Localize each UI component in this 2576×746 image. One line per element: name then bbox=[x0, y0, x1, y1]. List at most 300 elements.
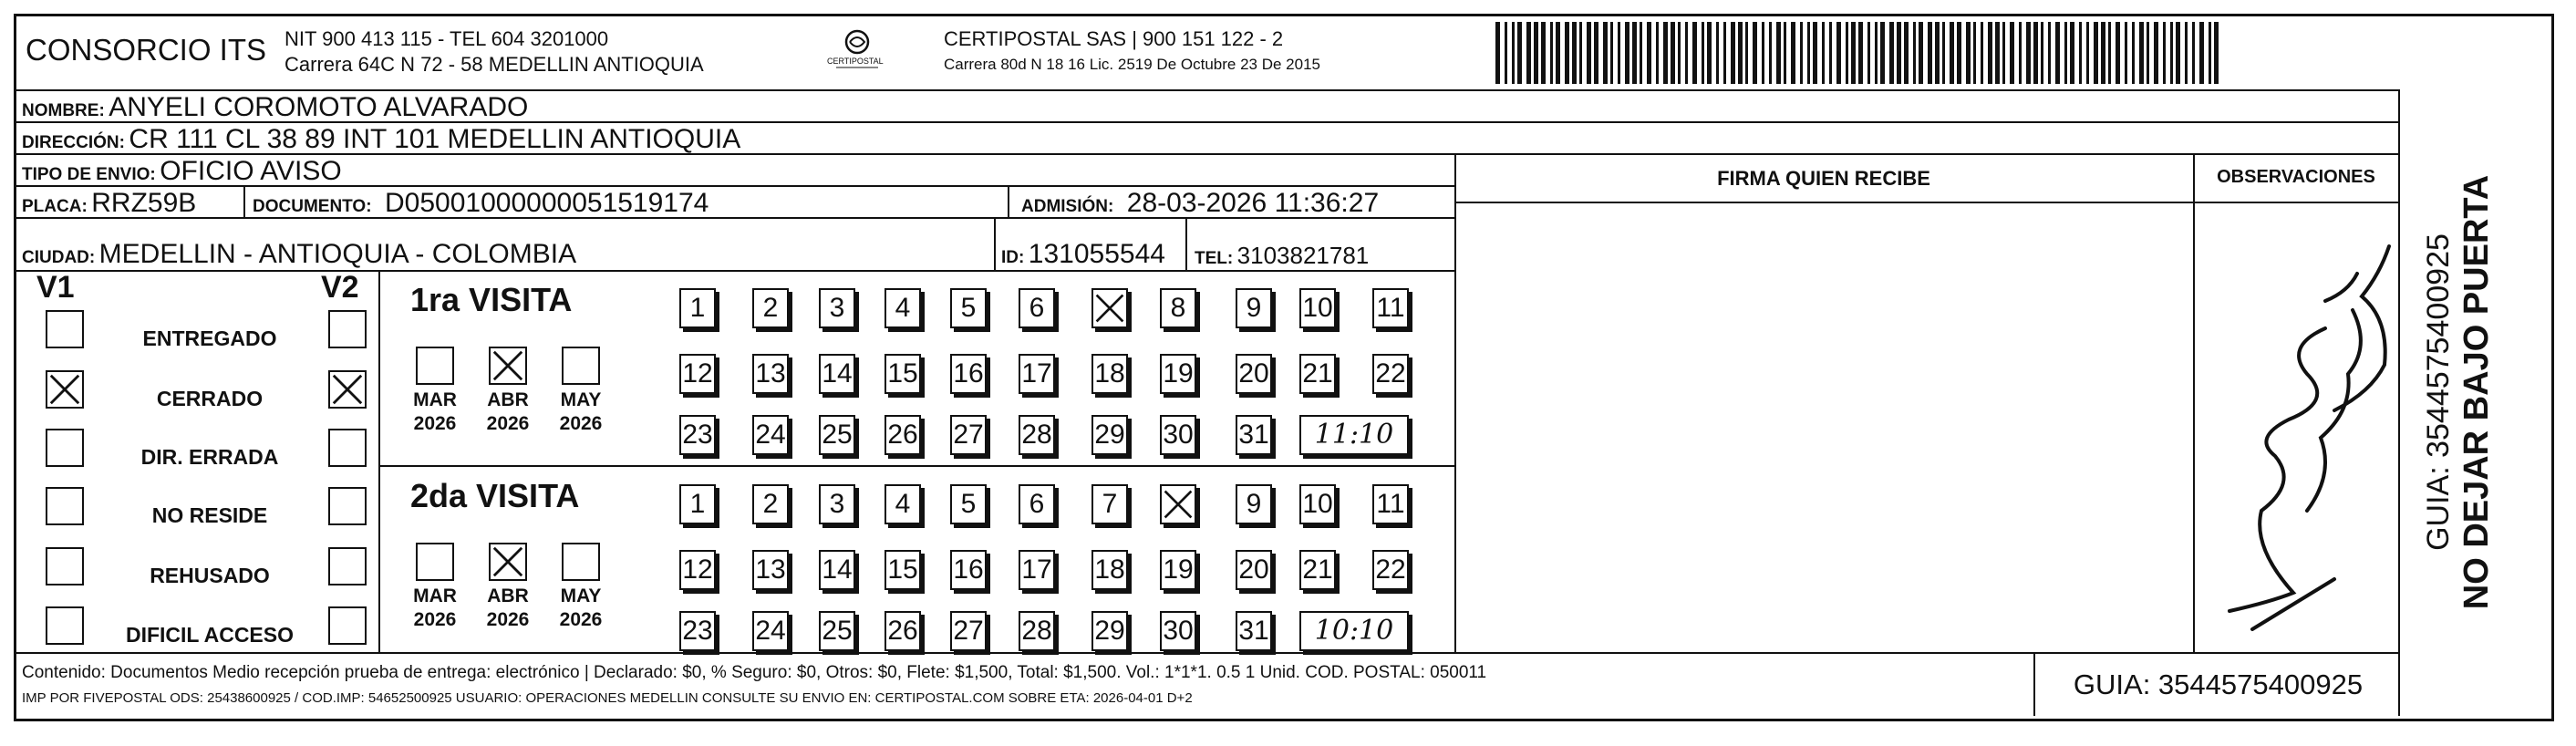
day-box[interactable] bbox=[1236, 484, 1272, 524]
month-name: ABR bbox=[487, 389, 529, 410]
day-box[interactable] bbox=[1091, 415, 1128, 455]
month-label bbox=[403, 585, 467, 632]
day-number: 24 bbox=[755, 616, 786, 646]
day-number: 26 bbox=[887, 420, 918, 450]
day-number: 27 bbox=[953, 420, 984, 450]
day-box[interactable] bbox=[885, 288, 921, 328]
barcode-bar bbox=[1851, 22, 1856, 84]
day-number: 11 bbox=[1376, 293, 1405, 323]
month-checkbox[interactable] bbox=[489, 543, 527, 581]
day-number: 4 bbox=[895, 293, 911, 323]
barcode-bar bbox=[2116, 22, 2120, 84]
day-number: 3 bbox=[829, 489, 845, 519]
barcode-bar bbox=[1950, 22, 1954, 84]
barcode-bar bbox=[1603, 22, 1608, 84]
barcode-bar bbox=[1716, 22, 1719, 84]
day-number: 1 bbox=[689, 293, 706, 323]
barcode-bar bbox=[1813, 22, 1817, 84]
v1-checkbox[interactable] bbox=[46, 429, 84, 467]
month-name: MAR bbox=[413, 585, 457, 606]
day-number: 28 bbox=[1021, 616, 1052, 646]
day-box[interactable] bbox=[1236, 415, 1272, 455]
day-number: 21 bbox=[1302, 358, 1333, 389]
barcode-bar bbox=[1565, 22, 1569, 84]
day-number: 20 bbox=[1238, 358, 1269, 389]
documento-label: DOCUMENTO: bbox=[253, 197, 372, 216]
barcode-bar bbox=[2086, 22, 2089, 84]
tipo-envio-row bbox=[22, 156, 342, 187]
barcode-bar bbox=[1541, 22, 1546, 84]
barcode-bar bbox=[2139, 22, 2144, 84]
day-number: 26 bbox=[887, 616, 918, 646]
barcode-bar bbox=[2079, 22, 2082, 84]
courier-name: CERTIPOSTAL SAS | 900 151 122 - 2 bbox=[944, 27, 1284, 50]
placa-label: PLACA: bbox=[22, 197, 88, 216]
day-box[interactable] bbox=[1160, 288, 1196, 328]
company-nit: NIT 900 413 115 - TEL 604 3201000 bbox=[284, 27, 609, 50]
day-box[interactable] bbox=[885, 354, 921, 394]
v2-checkbox[interactable] bbox=[328, 547, 367, 585]
day-number: 4 bbox=[895, 489, 911, 519]
day-box[interactable] bbox=[819, 550, 855, 590]
day-number: 22 bbox=[1375, 554, 1406, 585]
barcode-bar bbox=[2170, 22, 2173, 84]
barcode-bar bbox=[2209, 22, 2211, 84]
barcode-bar bbox=[1784, 22, 1786, 84]
day-number: 24 bbox=[755, 420, 786, 450]
status-label: REHUSADO bbox=[150, 564, 270, 587]
barcode-bar bbox=[2185, 22, 2188, 84]
day-number: 6 bbox=[1029, 293, 1045, 323]
day-box[interactable] bbox=[1236, 288, 1272, 328]
day-box[interactable] bbox=[950, 484, 987, 524]
day-box[interactable] bbox=[752, 550, 789, 590]
month-checkbox[interactable] bbox=[562, 543, 600, 581]
barcode-bar bbox=[1769, 22, 1772, 84]
day-box[interactable] bbox=[1160, 550, 1196, 590]
barcode-bar bbox=[1625, 22, 1629, 84]
visit-time-box[interactable]: 11:10 bbox=[1299, 415, 1409, 455]
barcode-bar bbox=[1995, 22, 2000, 84]
barcode-bar bbox=[2199, 22, 2204, 84]
barcode-bar bbox=[1512, 22, 1515, 84]
barcode-bar bbox=[1858, 22, 1863, 84]
day-box[interactable] bbox=[1160, 611, 1196, 651]
day-number: 5 bbox=[960, 489, 977, 519]
barcode-bar bbox=[1791, 22, 1795, 84]
v2-checkbox[interactable] bbox=[328, 429, 367, 467]
month-name: ABR bbox=[487, 585, 529, 606]
barcode-bar bbox=[1981, 22, 1983, 84]
day-box[interactable] bbox=[1019, 288, 1055, 328]
v2-checkbox[interactable] bbox=[328, 310, 367, 348]
barcode-bar bbox=[1897, 22, 1901, 84]
day-number: 2 bbox=[762, 293, 779, 323]
day-box[interactable] bbox=[1299, 288, 1336, 328]
day-box[interactable] bbox=[1091, 484, 1128, 524]
admision-row bbox=[1021, 188, 1379, 219]
id-value: 131055544 bbox=[1028, 239, 1165, 269]
v1-label: V1 bbox=[36, 270, 75, 305]
month-name: MAY bbox=[560, 585, 602, 606]
day-number: 18 bbox=[1094, 358, 1125, 389]
day-box[interactable] bbox=[1019, 550, 1055, 590]
barcode-bar bbox=[1663, 22, 1668, 84]
v1-checkbox[interactable] bbox=[46, 547, 84, 585]
day-number: 10 bbox=[1302, 293, 1333, 323]
day-box[interactable] bbox=[1236, 354, 1272, 394]
day-box[interactable] bbox=[819, 611, 855, 651]
day-box[interactable] bbox=[1372, 288, 1409, 328]
day-box[interactable] bbox=[679, 550, 716, 590]
day-box[interactable] bbox=[752, 484, 789, 524]
day-number: 2 bbox=[762, 489, 779, 519]
day-number: 3 bbox=[829, 293, 845, 323]
day-number: 29 bbox=[1094, 420, 1125, 450]
day-box[interactable] bbox=[1019, 354, 1055, 394]
day-box[interactable] bbox=[1299, 354, 1336, 394]
barcode-bar bbox=[1572, 22, 1577, 84]
month-checkbox[interactable] bbox=[489, 347, 527, 385]
v1-checkbox[interactable] bbox=[46, 310, 84, 348]
barcode-bar bbox=[1579, 22, 1582, 84]
day-number: 31 bbox=[1238, 420, 1269, 450]
v2-checkbox[interactable] bbox=[328, 487, 367, 525]
day-box[interactable] bbox=[1091, 611, 1128, 651]
day-box[interactable] bbox=[1372, 550, 1409, 590]
visit-title: 2da VISITA bbox=[410, 477, 580, 514]
visit-title: 1ra VISITA bbox=[410, 281, 573, 318]
day-number: 30 bbox=[1163, 616, 1194, 646]
day-number: 23 bbox=[682, 420, 713, 450]
barcode-bar bbox=[1731, 22, 1735, 84]
day-box[interactable] bbox=[752, 415, 789, 455]
day-number: 19 bbox=[1163, 554, 1194, 585]
barcode-bar bbox=[2041, 22, 2043, 84]
day-box[interactable] bbox=[885, 415, 921, 455]
id-row bbox=[1001, 239, 1165, 270]
day-number: 10 bbox=[1302, 489, 1333, 519]
day-box[interactable] bbox=[1019, 484, 1055, 524]
barcode-bar bbox=[1738, 22, 1743, 84]
day-box[interactable] bbox=[1019, 415, 1055, 455]
day-number: 25 bbox=[822, 616, 853, 646]
status-label: CERRADO bbox=[156, 387, 264, 410]
barcode-bar bbox=[1594, 22, 1598, 84]
day-box[interactable] bbox=[1299, 484, 1336, 524]
day-box[interactable] bbox=[1019, 611, 1055, 651]
barcode-bar bbox=[1762, 22, 1764, 84]
day-number: 20 bbox=[1238, 554, 1269, 585]
logo-text: CERTIPOSTAL bbox=[827, 57, 884, 66]
handwritten-signature bbox=[2198, 210, 2396, 648]
day-number: 14 bbox=[822, 554, 853, 585]
barcode-bar bbox=[1534, 22, 1538, 84]
day-box[interactable] bbox=[885, 550, 921, 590]
day-box[interactable] bbox=[1091, 288, 1128, 328]
day-number: 17 bbox=[1021, 554, 1052, 585]
day-number: 19 bbox=[1163, 358, 1194, 389]
status-label: DIFICIL ACCESO bbox=[125, 623, 294, 647]
tel-row bbox=[1195, 242, 1369, 270]
barcode-bar bbox=[1702, 22, 1704, 84]
nombre-value: ANYELI COROMOTO ALVARADO bbox=[109, 92, 529, 122]
day-box[interactable] bbox=[819, 288, 855, 328]
barcode-bar bbox=[2147, 22, 2149, 84]
day-box[interactable] bbox=[1160, 415, 1196, 455]
id-label: ID: bbox=[1001, 248, 1025, 267]
barcode-bar bbox=[2048, 22, 2051, 84]
courier-license: Carrera 80d N 18 16 Lic. 2519 De Octubre 23 De 2015 bbox=[944, 56, 1320, 73]
day-box[interactable] bbox=[819, 415, 855, 455]
barcode-bar bbox=[2176, 22, 2180, 84]
tipo-envio-value: OFICIO AVISO bbox=[160, 156, 342, 186]
barcode-bar bbox=[1610, 22, 1613, 84]
barcode-bar bbox=[2101, 22, 2105, 84]
barcode-bar bbox=[1875, 22, 1878, 84]
day-number: 15 bbox=[887, 358, 918, 389]
barcode-bar bbox=[2026, 22, 2031, 84]
direccion-row bbox=[22, 124, 740, 155]
day-box[interactable] bbox=[1299, 550, 1336, 590]
day-number: 1 bbox=[689, 489, 706, 519]
day-number: 29 bbox=[1094, 616, 1125, 646]
barcode-bar bbox=[1913, 22, 1916, 84]
status-label: ENTREGADO bbox=[142, 326, 277, 350]
barcode bbox=[1495, 22, 2225, 84]
day-box[interactable] bbox=[1236, 611, 1272, 651]
day-box[interactable] bbox=[679, 288, 716, 328]
barcode-bar bbox=[2002, 22, 2005, 84]
barcode-bar bbox=[1889, 22, 1894, 84]
day-box[interactable] bbox=[679, 611, 716, 651]
barcode-bar bbox=[1647, 22, 1651, 84]
v1-checkbox[interactable] bbox=[46, 370, 84, 409]
barcode-bar bbox=[1807, 22, 1810, 84]
barcode-bar bbox=[2055, 22, 2060, 84]
barcode-bar bbox=[1723, 22, 1726, 84]
month-checkbox[interactable] bbox=[416, 543, 454, 581]
day-number: 25 bbox=[822, 420, 853, 450]
day-box[interactable] bbox=[1160, 484, 1196, 524]
month-label bbox=[403, 389, 467, 436]
day-number: 6 bbox=[1029, 489, 1045, 519]
barcode-bar bbox=[1618, 22, 1620, 84]
month-year: 2026 bbox=[413, 413, 457, 434]
barcode-bar bbox=[1550, 22, 1553, 84]
day-box[interactable] bbox=[1091, 354, 1128, 394]
barcode-bar bbox=[2094, 22, 2098, 84]
barcode-bar bbox=[1745, 22, 1748, 84]
barcode-bar bbox=[2125, 22, 2127, 84]
ciudad-label: CIUDAD: bbox=[22, 248, 96, 267]
barcode-bar bbox=[2108, 22, 2111, 84]
day-box[interactable] bbox=[752, 288, 789, 328]
status-label: DIR. ERRADA bbox=[140, 445, 279, 469]
day-box[interactable] bbox=[819, 354, 855, 394]
day-box[interactable] bbox=[752, 611, 789, 651]
placa-row bbox=[22, 188, 196, 219]
day-number: 18 bbox=[1094, 554, 1125, 585]
firma-header: FIRMA QUIEN RECIBE bbox=[1717, 167, 1930, 190]
month-year: 2026 bbox=[413, 609, 457, 630]
day-box[interactable] bbox=[950, 415, 987, 455]
v1-checkbox[interactable] bbox=[46, 606, 84, 645]
day-number: 31 bbox=[1238, 616, 1269, 646]
day-box[interactable] bbox=[819, 484, 855, 524]
barcode-bar bbox=[1505, 22, 1507, 84]
barcode-bar bbox=[1800, 22, 1803, 84]
day-number: 17 bbox=[1021, 358, 1052, 389]
v2-checkbox[interactable] bbox=[328, 606, 367, 645]
day-number: 16 bbox=[953, 554, 984, 585]
barcode-bar bbox=[1707, 22, 1712, 84]
barcode-bar bbox=[1678, 22, 1681, 84]
ciudad-value: MEDELLIN - ANTIOQUIA - COLOMBIA bbox=[98, 239, 577, 269]
day-number: 21 bbox=[1302, 554, 1333, 585]
day-box[interactable] bbox=[679, 415, 716, 455]
direccion-label: DIRECCIÓN: bbox=[22, 133, 125, 152]
day-number: 22 bbox=[1375, 358, 1406, 389]
barcode-bar bbox=[1935, 22, 1940, 84]
month-year: 2026 bbox=[486, 413, 530, 434]
month-label bbox=[549, 389, 613, 436]
day-number: 30 bbox=[1163, 420, 1194, 450]
side-guia: GUIA: 3544575400925 bbox=[2421, 233, 2456, 551]
day-number: 13 bbox=[755, 554, 786, 585]
day-number: 9 bbox=[1246, 489, 1262, 519]
observaciones-header: OBSERVACIONES bbox=[2217, 167, 2375, 187]
admision-label: ADMISIÓN: bbox=[1021, 197, 1114, 216]
barcode-bar bbox=[2132, 22, 2135, 84]
month-checkbox[interactable] bbox=[416, 347, 454, 385]
day-number: 16 bbox=[953, 358, 984, 389]
barcode-bar bbox=[2163, 22, 2166, 84]
v2-label: V2 bbox=[321, 270, 359, 305]
certipostal-logo bbox=[825, 27, 889, 73]
barcode-bar bbox=[1632, 22, 1637, 84]
day-number: 13 bbox=[755, 358, 786, 389]
barcode-bar bbox=[1904, 22, 1909, 84]
month-name: MAY bbox=[560, 389, 602, 410]
day-box[interactable] bbox=[950, 288, 987, 328]
day-box[interactable] bbox=[885, 484, 921, 524]
barcode-bar bbox=[1829, 22, 1832, 84]
barcode-bar bbox=[1640, 22, 1642, 84]
barcode-bar bbox=[2064, 22, 2067, 84]
day-number: 7 bbox=[1102, 489, 1118, 519]
day-number: 12 bbox=[682, 358, 713, 389]
day-box[interactable] bbox=[752, 354, 789, 394]
barcode-bar bbox=[1692, 22, 1697, 84]
barcode-bar bbox=[1495, 22, 1500, 84]
barcode-bar bbox=[1867, 22, 1870, 84]
day-box[interactable] bbox=[1372, 354, 1409, 394]
day-number: 28 bbox=[1021, 420, 1052, 450]
barcode-bar bbox=[1919, 22, 1923, 84]
barcode-bar bbox=[2033, 22, 2038, 84]
barcode-bar bbox=[2019, 22, 2022, 84]
barcode-bar bbox=[2214, 22, 2219, 84]
day-box[interactable] bbox=[1236, 550, 1272, 590]
barcode-bar bbox=[1880, 22, 1885, 84]
barcode-bar bbox=[2070, 22, 2074, 84]
tipo-envio-label: TIPO DE ENVIO: bbox=[22, 165, 156, 184]
month-name: MAR bbox=[413, 389, 457, 410]
barcode-bar bbox=[1988, 22, 1992, 84]
barcode-bar bbox=[1836, 22, 1841, 84]
barcode-bar bbox=[1846, 22, 1848, 84]
month-label bbox=[476, 585, 540, 632]
day-box[interactable] bbox=[950, 354, 987, 394]
barcode-bar bbox=[1671, 22, 1675, 84]
barcode-bar bbox=[1656, 22, 1659, 84]
day-number: 12 bbox=[682, 554, 713, 585]
barcode-bar bbox=[1942, 22, 1945, 84]
barcode-bar bbox=[2010, 22, 2014, 84]
barcode-bar bbox=[1526, 22, 1531, 84]
month-year: 2026 bbox=[486, 609, 530, 630]
day-box[interactable] bbox=[1160, 354, 1196, 394]
nombre-row bbox=[22, 92, 528, 123]
company-address: Carrera 64C N 72 - 58 MEDELLIN ANTIOQUIA bbox=[284, 53, 704, 76]
v1-checkbox[interactable] bbox=[46, 487, 84, 525]
footer-guia: GUIA: 3544575400925 bbox=[2073, 668, 2364, 700]
barcode-bar bbox=[1928, 22, 1932, 84]
company-name: CONSORCIO ITS bbox=[26, 33, 267, 67]
barcode-bar bbox=[1587, 22, 1591, 84]
documento-value: D05001000000051519174 bbox=[385, 188, 709, 218]
day-box[interactable] bbox=[679, 354, 716, 394]
month-year: 2026 bbox=[559, 609, 603, 630]
nombre-label: NOMBRE: bbox=[22, 101, 105, 120]
admision-value: 28-03-2026 11:36:27 bbox=[1126, 188, 1380, 218]
barcode-bar bbox=[1753, 22, 1757, 84]
day-number: 8 bbox=[1170, 293, 1186, 323]
barcode-bar bbox=[2192, 22, 2195, 84]
visit-time-box[interactable]: 10:10 bbox=[1299, 611, 1409, 651]
tel-label: TEL: bbox=[1195, 249, 1234, 268]
barcode-bar bbox=[2154, 22, 2158, 84]
day-box[interactable] bbox=[1091, 550, 1128, 590]
day-box[interactable] bbox=[950, 550, 987, 590]
month-label bbox=[476, 389, 540, 436]
barcode-bar bbox=[1556, 22, 1560, 84]
day-number: 11 bbox=[1376, 489, 1405, 519]
barcode-bar bbox=[1776, 22, 1781, 84]
side-warning: NO DEJAR BAJO PUERTA bbox=[2457, 174, 2496, 610]
month-checkbox[interactable] bbox=[562, 347, 600, 385]
day-number: 15 bbox=[887, 554, 918, 585]
v2-checkbox[interactable] bbox=[328, 370, 367, 409]
day-number: 9 bbox=[1246, 293, 1262, 323]
footer-content-line: Contenido: Documentos Medio recepción prueba de entrega: electrónico | Declarado: $0, % Seguro: $0, Otros: $0, Flete: $1,500, Total: $1,500. Vol.: 1*1*1. 0.5 1 Unid. COD. POSTAL: 050011 bbox=[22, 663, 1487, 682]
day-box[interactable] bbox=[679, 484, 716, 524]
month-label bbox=[549, 585, 613, 632]
barcode-bar bbox=[1822, 22, 1825, 84]
day-number: 23 bbox=[682, 616, 713, 646]
documento-row bbox=[253, 188, 709, 219]
ciudad-row bbox=[22, 239, 576, 270]
day-box[interactable] bbox=[950, 611, 987, 651]
footer-print-line: IMP POR FIVEPOSTAL ODS: 25438600925 / COD.IMP: 54652500925 USUARIO: OPERACIONES MEDELLIN CONSULTE SU ENVIO EN: CERTIPOSTAL.COM SOBRE ETA: 2026-04-01 D+2 bbox=[22, 690, 1193, 706]
day-number: 27 bbox=[953, 616, 984, 646]
day-box[interactable] bbox=[1372, 484, 1409, 524]
barcode-bar bbox=[1966, 22, 1971, 84]
status-label: NO RESIDE bbox=[151, 503, 268, 527]
barcode-bar bbox=[1685, 22, 1688, 84]
day-box[interactable] bbox=[885, 611, 921, 651]
